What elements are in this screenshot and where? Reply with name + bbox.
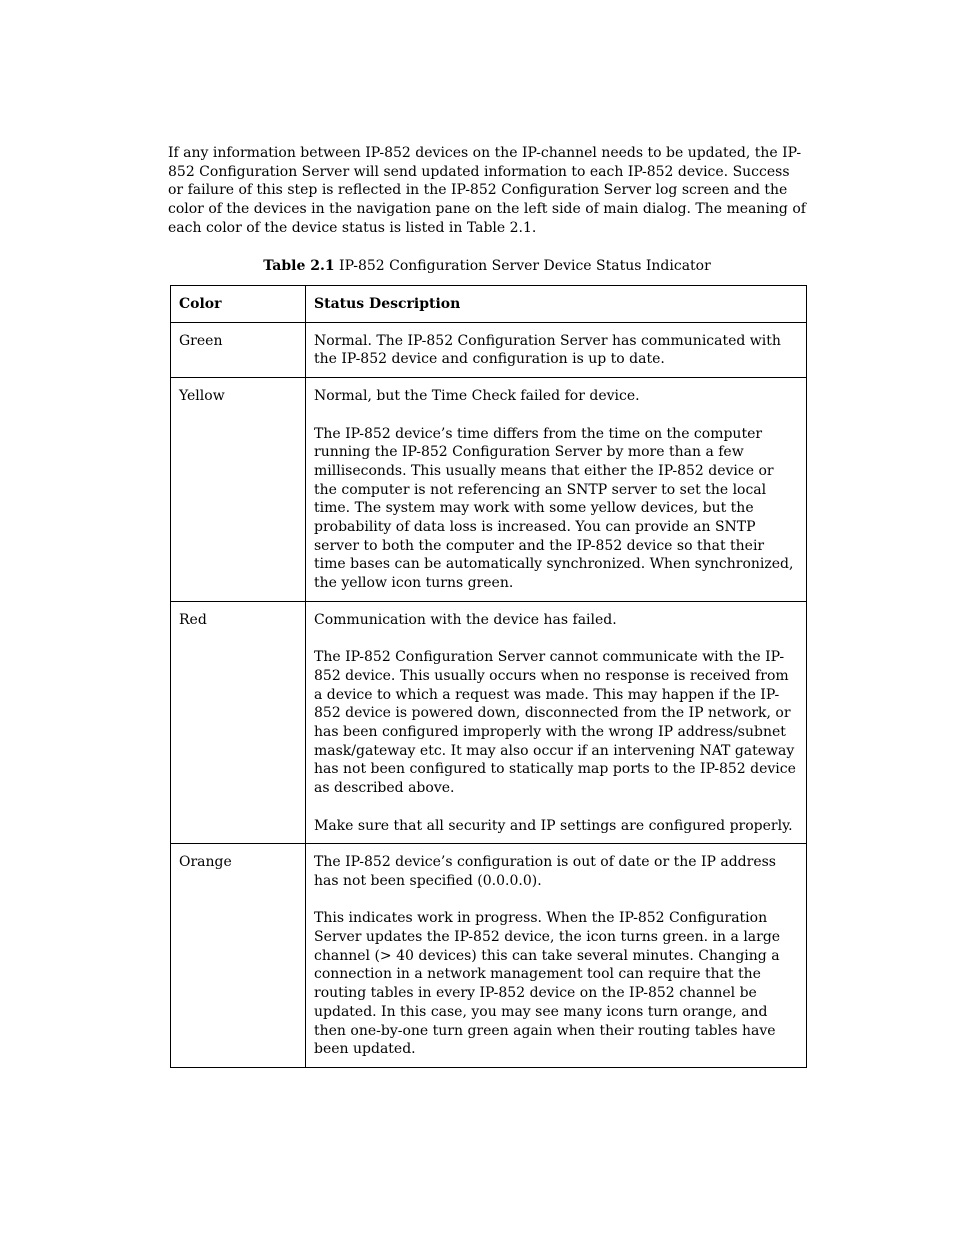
row-orange-color: Orange: [171, 844, 306, 1068]
row-yellow-description: [306, 378, 807, 602]
description-paragraph: Normal. The IP-852 Configuration Server has communicated with the IP-852 device and configuration is up to date.: [314, 332, 781, 368]
row-red-description: [306, 601, 807, 843]
header-color: Color: [171, 286, 306, 323]
description-paragraph: Communication with the device has failed.: [314, 611, 617, 628]
description-paragraph: Normal, but the Time Check failed for device.: [314, 388, 640, 405]
table-row: [171, 844, 807, 1068]
description-paragraph: The IP-852 Configuration Server cannot communicate with the IP-852 device. This usually occurs when no response is received from a device to which a request was made. This may happen if the IP-852 device is powered down, disconnected from the IP network, or has been configured improperly with the wrong IP address/subnet mask/gateway etc. It may also occur if an intervening NAT gateway has not been configured to statically map ports to the IP-852 device as described above.: [314, 649, 796, 797]
table-row: [171, 322, 807, 377]
table-caption: [168, 257, 806, 275]
row-green-description: [306, 322, 807, 377]
table-caption-text: IP-852 Configuration Server Device Status Indicator: [334, 258, 711, 274]
table-header-row: [171, 286, 807, 323]
description-paragraph: The IP-852 device’s configuration is out of date or the IP address has not been specified (0.0.0.0).: [314, 854, 776, 889]
table-caption-label: Table 2.1: [263, 258, 335, 274]
intro-paragraph: If any information between IP-852 devices on the IP-channel needs to be updated, the IP-852 Configuration Server will send updated information to each IP-852 device. Success or failure of this step is reflected in the IP-852 Configuration Server log screen and the color of the devices in the navigation pane on the left side of main dialog. The meaning of each color of the device status is listed in Table 2.1.: [168, 145, 806, 236]
header-status-description: Status Description: [306, 286, 807, 323]
table-row: [171, 378, 807, 602]
status-table: [170, 285, 807, 1068]
description-paragraph: This indicates work in progress. When the IP-852 Configuration Server updates the IP-852 device, the icon turns green. in a large channel (> 40 devices) this can take several minutes. Changing a connection in a network management tool can require that the routing tables in every IP-852 device on the IP-852 channel be updated. In this case, you may see many icons turn orange, and then one-by-one turn green again when their routing tables have been updated.: [314, 910, 781, 1058]
description-paragraph: Make sure that all security and IP settings are configured properly.: [314, 817, 793, 834]
table-row: [171, 601, 807, 843]
row-orange-description: [306, 844, 807, 1068]
row-green-color: Green: [171, 322, 306, 377]
row-red-color: Red: [171, 601, 306, 843]
row-yellow-color: Yellow: [171, 378, 306, 602]
description-paragraph: The IP-852 device’s time differs from the time on the computer running the IP-852 Configuration Server by more than a few milliseconds. This usually means that either the IP-852 device or the computer is not referencing an SNTP server to set the local time. The system may work with some yellow devices, but the probability of data loss is increased. You can provide an SNTP server to both the computer and the IP-852 device so that their time bases can be automatically synchronized. When synchronized, the yellow icon turns green.: [314, 425, 794, 592]
